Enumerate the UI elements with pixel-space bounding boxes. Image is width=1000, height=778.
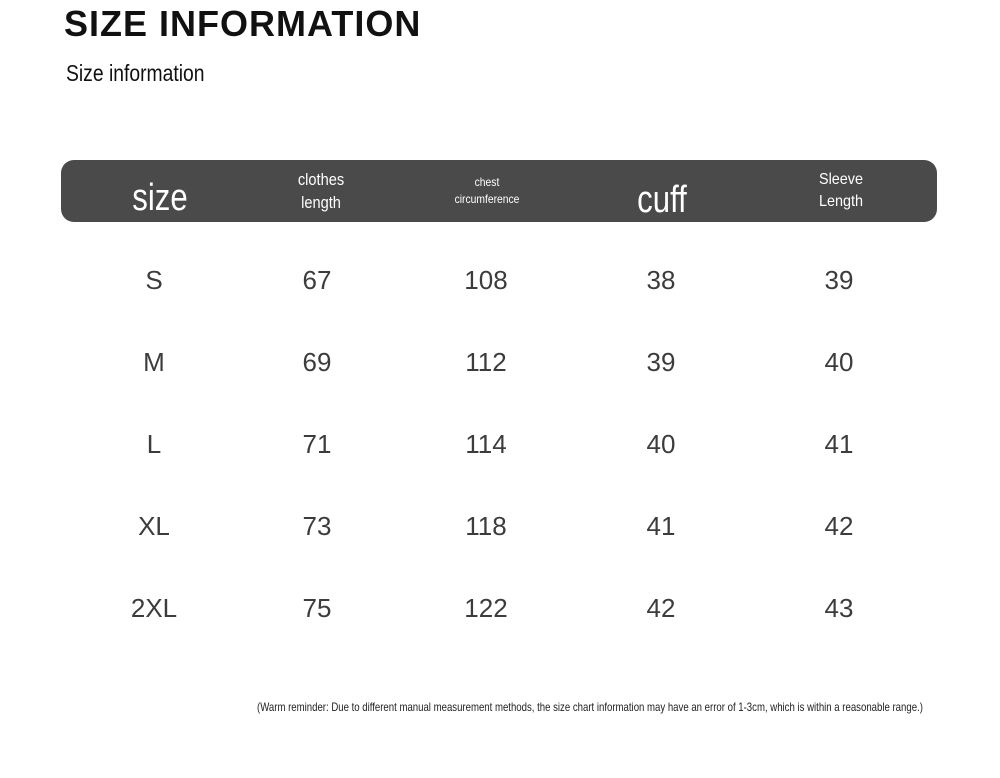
chest-cell: 114 (465, 429, 507, 459)
size-cell: L (146, 429, 162, 459)
chest-cell: 118 (465, 511, 507, 541)
table-row (61, 588, 937, 628)
cuff-cell: 41 (646, 511, 676, 541)
header-chest-circumference: chest circumference (454, 175, 520, 206)
clothes-length-cell: 69 (302, 347, 332, 377)
header-size: size (132, 176, 188, 219)
cuff-cell: 42 (646, 593, 676, 623)
sleeve-length-cell: 40 (824, 347, 854, 377)
table-header (61, 160, 937, 222)
page-subtitle: Size information (66, 60, 205, 86)
chest-cell: 108 (464, 265, 508, 295)
cuff-cell: 38 (646, 265, 676, 295)
clothes-length-cell: 71 (302, 429, 332, 459)
page-title: SIZE INFORMATION (64, 3, 422, 44)
table-row (61, 260, 937, 300)
sleeve-length-cell: 39 (824, 265, 854, 295)
size-cell: M (143, 347, 165, 377)
chest-cell: 112 (465, 347, 507, 377)
size-cell: S (145, 265, 163, 295)
size-cell: XL (138, 511, 170, 541)
header-clothes-length: clothes length (297, 170, 345, 212)
clothes-length-cell: 75 (302, 593, 332, 623)
cuff-cell: 40 (646, 429, 676, 459)
size-cell: 2XL (130, 593, 178, 623)
warm-reminder-note: (Warm reminder: Due to different manual measurement methods, the size chart information may have an error of 1-3cm, which is within a reasonable range.) (257, 700, 923, 714)
clothes-length-cell: 73 (302, 511, 332, 541)
table-row (61, 342, 937, 382)
sleeve-length-cell: 43 (824, 593, 854, 623)
header-sleeve-length: Sleeve Length (818, 171, 864, 210)
table-row (61, 424, 937, 464)
chest-cell: 122 (464, 593, 508, 623)
header-cuff: cuff (637, 178, 687, 221)
sleeve-length-cell: 42 (824, 511, 854, 541)
cuff-cell: 39 (646, 347, 676, 377)
table-row (61, 506, 937, 546)
clothes-length-cell: 67 (302, 265, 332, 295)
sleeve-length-cell: 41 (824, 429, 854, 459)
